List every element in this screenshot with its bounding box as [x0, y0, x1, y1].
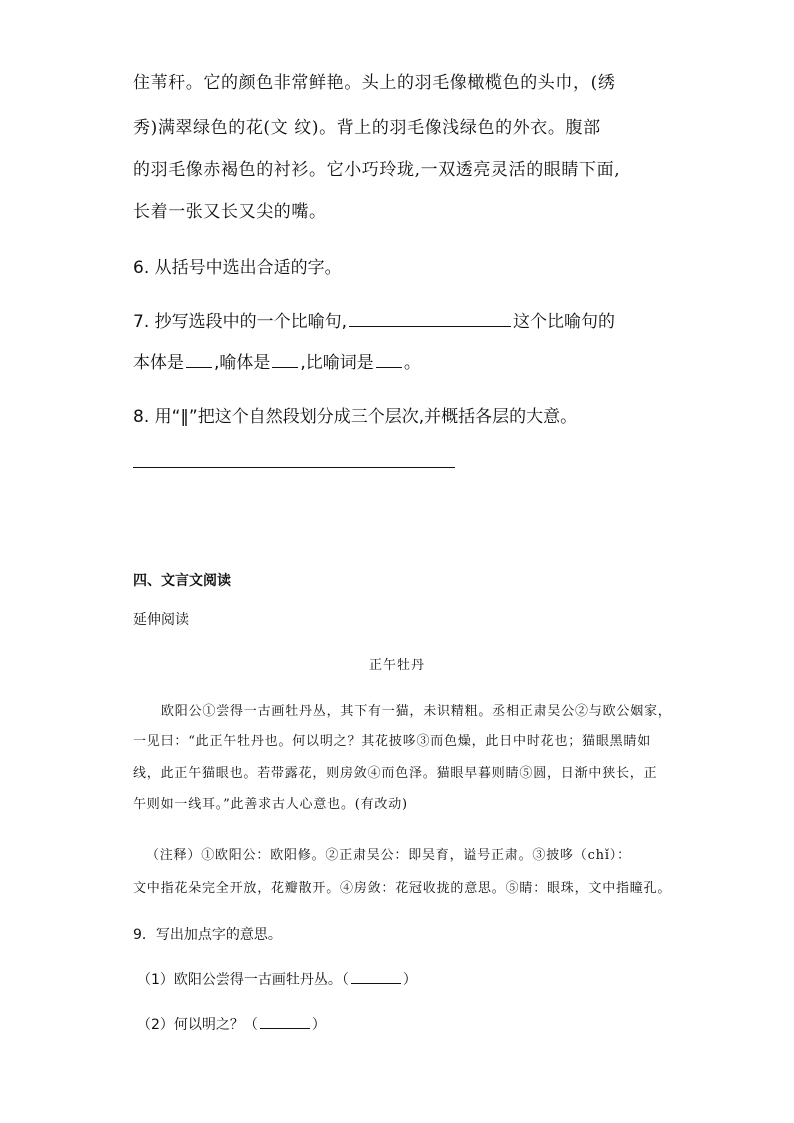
question-9-item-1 [137, 968, 417, 989]
answer-blank-comparator[interactable] [376, 349, 402, 368]
question-7-suffix: 这个比喻句的 [513, 312, 616, 332]
question-7-prefix: 7. 抄写选段中的一个比喻句, [133, 312, 348, 332]
item-2-text: （2）何以明之？（ [137, 1017, 258, 1033]
item-2-close: ） [311, 1017, 326, 1033]
answer-blank-vehicle[interactable] [272, 349, 298, 368]
question-6: 6. 从括号中选出合适的字。 [133, 258, 342, 278]
passage-line-4: 长着一张又长又尖的嘴。 [133, 202, 327, 222]
classical-line-2: 一见曰：“此正午牡丹也。何以明之？其花披哆③而色燥，此日中时花也；猫眼黑睛如 [133, 734, 652, 749]
question-9: 9．写出加点字的意思。 [133, 927, 282, 943]
answer-blank-item-1[interactable] [351, 968, 401, 984]
comparator-label: ,比喻词是 [300, 353, 374, 373]
classical-line-4: 午则如一线耳。”此善求古人心意也。(有改动) [133, 797, 408, 812]
question-7-line-2 [133, 348, 421, 373]
tenor-label: 本体是 [133, 353, 184, 373]
answer-blank-tenor[interactable] [186, 349, 212, 368]
answer-blank-item-2[interactable] [260, 1013, 310, 1029]
answer-blank-simile[interactable] [349, 308, 511, 327]
section-heading: 四、文言文阅读 [133, 573, 231, 589]
section-subheading: 延伸阅读 [133, 612, 189, 628]
question-7-end: 。 [403, 353, 421, 373]
passage-title: 正午牡丹 [368, 658, 425, 673]
classical-line-1: 欧阳公①尝得一古画牡丹丛，其下有一猫，未识精粗。丞相正肃吴公②与欧公姻家， [161, 704, 672, 719]
passage-line-1: 住苇秆。它的颜色非常鲜艳。头上的羽毛像橄榄色的头巾，(绣 [133, 73, 616, 93]
question-9-item-2 [137, 1013, 326, 1034]
vehicle-label: ,喻体是 [214, 353, 271, 373]
passage-line-2: 秀)满翠绿色的花(文 纹)。背上的羽毛像浅绿色的外衣。腹部 [133, 118, 601, 138]
item-1-text: （1）欧阳公尝得一古画牡丹丛。（ [137, 972, 349, 988]
question-7-line-1 [133, 307, 615, 332]
note-line-1: （注释）①欧阳公：欧阳修。②正肃吴公：即吴育，谥号正肃。③披哆（chǐ）： [146, 848, 631, 863]
answer-line-q8[interactable] [133, 467, 455, 468]
question-8: 8. 用“‖”把这个自然段划分成三个层次,并概括各层的大意。 [133, 407, 578, 427]
classical-line-3: 线，此正午猫眼也。若带露花，则房敛④而色泽。猫眼早暮则睛⑤圆，日渐中狭长，正 [133, 766, 658, 781]
note-line-2: 文中指花朵完全开放，花瓣散开。④房敛：花冠收拢的意思。⑤睛：眼珠，文中指瞳孔。 [133, 881, 672, 896]
passage-line-3: 的羽毛像赤褐色的衬衫。它小巧玲珑,一双透亮灵活的眼睛下面, [133, 160, 621, 180]
item-1-close: ） [402, 972, 417, 988]
